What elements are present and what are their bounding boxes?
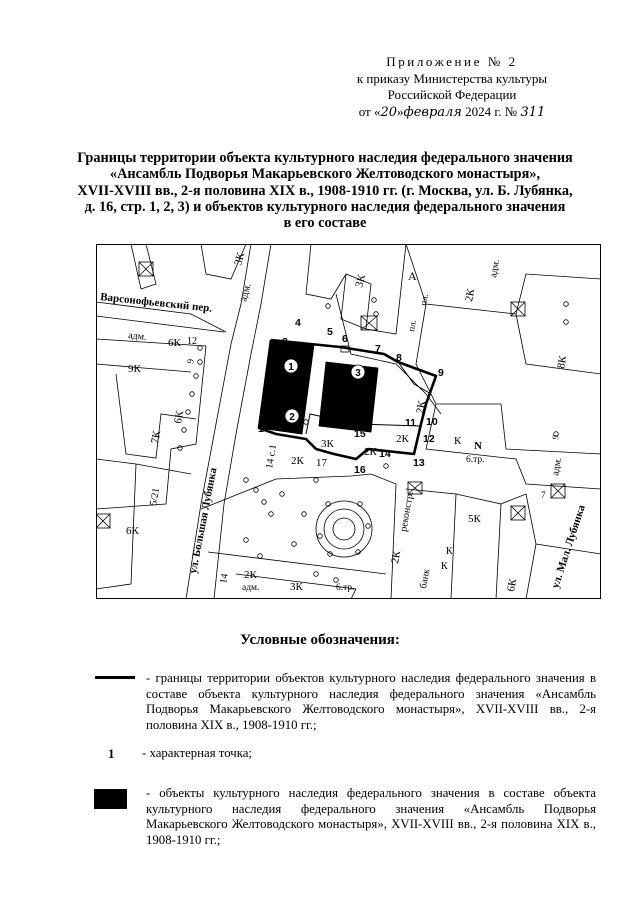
legend-object-symbol <box>94 789 127 809</box>
label-9-right: 9 <box>550 434 561 441</box>
label-adm-5: адм. <box>242 583 260 593</box>
label-adm-1: адм. <box>238 282 254 303</box>
legend-point-text: - характерная точка; <box>142 746 252 760</box>
date-day: 20 <box>380 104 398 120</box>
label-6k-2: 6К <box>172 409 187 425</box>
label-3k-3: 3К <box>321 438 334 450</box>
object-number-1: 1 <box>288 362 294 373</box>
point-13: 13 <box>413 457 425 469</box>
label-pl-1: пл. <box>418 293 430 307</box>
label-pl-2: пл. <box>406 319 418 333</box>
title-line-5: в его составе <box>283 215 367 232</box>
tree-markers <box>178 298 569 583</box>
date-month: февраля <box>403 104 462 120</box>
point-5: 5 <box>327 326 333 338</box>
point-15: 15 <box>354 428 366 440</box>
label-adm-2: адм. <box>488 258 503 279</box>
heritage-building-3 <box>319 362 378 432</box>
legend-boundary-text: - границы территории объектов культурного наследия федерального значения в составе объекта культурного наследия федерального значения «Ансамбль Подворья Макарьевского Желтоводского монастыря», XVII-XVIII вв., 2-я половина XIX в., 1908-1910 гг.; <box>146 671 596 732</box>
appendix-title: Приложение № 2 <box>386 54 518 69</box>
point-3: 3 <box>282 336 288 348</box>
point-10: 10 <box>426 416 438 428</box>
label-2k-6: 2К <box>389 549 404 565</box>
point-4: 4 <box>295 317 301 329</box>
label-9k: 9К <box>128 363 141 375</box>
appendix-order-line: к приказу Министерства культуры <box>356 70 548 86</box>
label-14-c1: 14 с.1 <box>264 443 280 470</box>
document-title <box>60 150 590 231</box>
label-2k-1: 2К <box>463 287 478 303</box>
label-2k-3: 2К <box>364 446 377 458</box>
date-year: 2024 г. № <box>465 103 518 119</box>
label-6k-3: 6К <box>126 525 139 537</box>
label-6tr-2: 6.тр. <box>336 583 355 593</box>
point-8: 8 <box>396 352 402 364</box>
label-2k-2: 2К <box>291 455 304 467</box>
label-2k-7: 2К <box>244 569 257 581</box>
plaza <box>316 501 372 557</box>
label-3k-4: 3К <box>290 581 303 593</box>
label-k-1: К <box>454 435 462 447</box>
title-line-4: д. 16, стр. 1, 2, 3) и объектов культурного наследия федерального значения <box>84 198 566 215</box>
boundary-map <box>96 244 601 599</box>
point-16: 16 <box>354 464 366 476</box>
label-17: 17 <box>316 457 327 469</box>
date-mid: » <box>397 103 404 119</box>
label-7: 7 <box>541 490 546 500</box>
label-k-2: К <box>446 546 453 557</box>
label-rekonstr: реконстр. <box>398 490 417 533</box>
order-number: 311 <box>520 104 546 120</box>
point-11: 11 <box>405 417 417 429</box>
label-adm-4: адм. <box>550 456 565 477</box>
point-12: 12 <box>423 433 435 445</box>
label-2k-4: 2К <box>396 433 409 445</box>
title-line-1: Границы территории объекта культурного наследия федерального значения <box>77 150 573 166</box>
street-malaya-lubyanka: ул. Мал. Лубянка <box>549 503 588 590</box>
label-adm-3: адм. <box>127 330 148 343</box>
label-a: А <box>408 269 417 283</box>
appendix-federation-line: Российской Федерации <box>387 87 517 102</box>
label-6k-1: 6К <box>168 337 181 349</box>
point-9: 9 <box>438 367 444 379</box>
appendix-header <box>332 54 572 121</box>
point-2: 2 <box>266 401 272 413</box>
appendix-date-line <box>332 104 572 122</box>
label-n: N <box>474 440 482 452</box>
legend-point-number: 1 <box>108 746 115 761</box>
legend-objects-text: - объекты культурного наследия федерального значения в составе объекта культурного наследия федерального значения «Ансамбль Подворья Макарьевского Желтоводского монастыря», XVII-XVIII вв., 2-я половина XIX в., 1908-1910 гг.; <box>146 786 596 847</box>
label-5k: 5К <box>468 513 481 525</box>
point-14: 14 <box>379 448 391 460</box>
date-prefix: от « <box>358 103 381 119</box>
label-bank: банк <box>418 568 433 590</box>
label-3k-top: 3К <box>232 251 248 267</box>
label-3k-2: 3К <box>353 273 369 289</box>
label-7k: 7К <box>149 429 164 445</box>
title-line-2: «Ансамбль Подворья Макарьевского Желтоводского монастыря», <box>109 166 541 183</box>
point-1: 1 <box>258 423 264 435</box>
label-14: 14 <box>218 572 231 585</box>
title-line-3: XVII-XVIII вв., 2-я половина XIX в., 1908-1910 гг. (г. Москва, ул. Б. Лубянка, <box>77 182 573 199</box>
point-7: 7 <box>375 343 381 355</box>
label-2k-5: 2К <box>414 399 429 415</box>
label-k-3: К <box>441 561 448 572</box>
legend-heading: Условные обозначения: <box>240 632 400 648</box>
label-5-21: 5/21 <box>148 487 163 507</box>
street-bolshaya-lubyanka: ул. Большая Лубянка <box>187 466 220 575</box>
label-6tr-1: 6.тр. <box>466 455 485 465</box>
object-number-2: 2 <box>289 412 295 423</box>
label-8k: 8К <box>555 354 570 370</box>
point-6: 6 <box>342 333 348 345</box>
label-9: 9 <box>185 358 196 365</box>
object-number-3: 3 <box>355 368 361 379</box>
label-6k-4: 6К <box>505 577 520 593</box>
legend-boundary-symbol <box>95 676 135 679</box>
street-varsonofyevsky: Варсонофьевский пер. <box>99 291 213 315</box>
label-12: 12 <box>187 336 197 347</box>
